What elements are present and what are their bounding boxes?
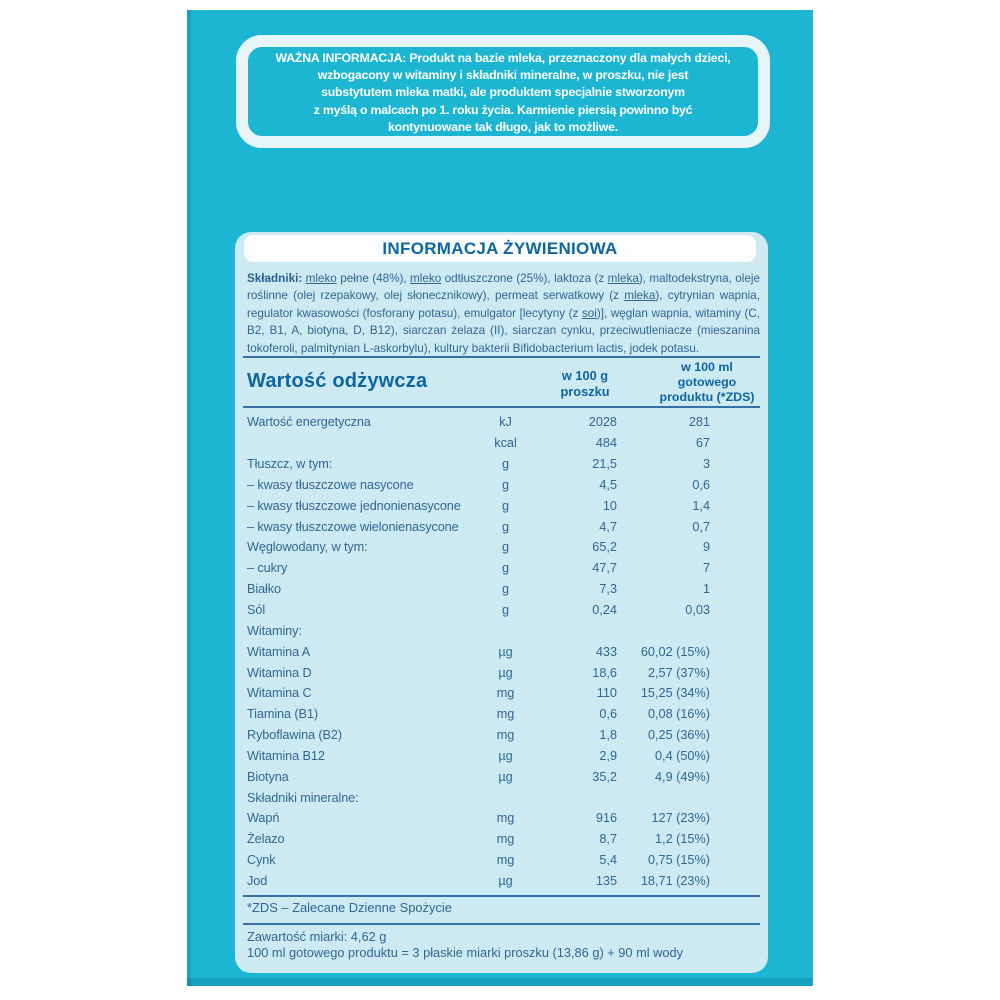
row-name: Witaminy: bbox=[247, 623, 302, 638]
column-header-line: w 100 ml bbox=[681, 360, 733, 374]
ingredient-text: Składniki: bbox=[247, 272, 306, 285]
row-value-100g: 2,9 bbox=[599, 748, 617, 763]
row-value-100g: 10 bbox=[602, 498, 617, 513]
row-value-100ml: 0,75 (15%) bbox=[647, 853, 710, 868]
warning-line: kontynuowane tak długo, jak to możliwe. bbox=[388, 119, 618, 134]
row-value-100g: 8,7 bbox=[599, 832, 617, 847]
row-value-100ml: 0,03 bbox=[685, 603, 710, 618]
row-value-100ml: 18,71 (23%) bbox=[640, 873, 710, 888]
column-header-line: gotowego bbox=[677, 375, 737, 389]
warning-line: WAŻNA INFORMACJA: Produkt na bazie mleka, przeznaczony dla małych dzieci, bbox=[275, 51, 731, 65]
divider-line-below-zds bbox=[243, 923, 760, 925]
row-name: Jod bbox=[247, 873, 268, 888]
row-unit: µg bbox=[498, 644, 513, 659]
row-unit: mg bbox=[496, 728, 515, 743]
row-name: Witamina B12 bbox=[247, 748, 325, 763]
table-row bbox=[247, 600, 760, 621]
package-back-panel bbox=[187, 10, 813, 986]
row-name: Tiamina (B1) bbox=[247, 707, 318, 722]
row-value-100ml: 0,25 (36%) bbox=[647, 728, 710, 743]
row-value-100ml: 0,7 bbox=[692, 519, 710, 534]
panel-title: INFORMACJA ŻYWIENIOWA bbox=[382, 239, 618, 258]
row-value-100ml: 281 bbox=[688, 415, 710, 430]
row-value-100g: 35,2 bbox=[592, 769, 617, 784]
table-row bbox=[247, 579, 760, 600]
row-value-100ml: 2,57 (37%) bbox=[647, 665, 710, 680]
table-row bbox=[247, 808, 760, 829]
row-value-100ml: 7 bbox=[702, 561, 710, 576]
row-value-100g: 135 bbox=[595, 873, 617, 888]
table-row bbox=[247, 766, 760, 787]
divider-line-under-header bbox=[243, 406, 760, 408]
column-header-line: w 100 g bbox=[561, 368, 609, 383]
row-value-100ml: 67 bbox=[695, 436, 710, 451]
table-row bbox=[247, 683, 760, 704]
row-name: Białko bbox=[247, 582, 281, 597]
package-bottom-edge-shadow bbox=[187, 978, 813, 986]
row-name: Wapń bbox=[247, 811, 280, 826]
warning-line: z myślą o malcach po 1. roku życia. Karmienie piersią powinno być bbox=[313, 102, 693, 117]
nutrition-panel bbox=[235, 232, 768, 973]
table-row bbox=[247, 787, 760, 808]
row-unit: mg bbox=[496, 853, 515, 868]
row-unit: g bbox=[501, 603, 510, 618]
row-value-100ml: 0,08 (16%) bbox=[647, 707, 710, 722]
row-value-100g: 916 bbox=[595, 811, 617, 826]
row-value-100g: 7,3 bbox=[599, 582, 617, 597]
column-header-line: produktu (*ZDS) bbox=[659, 390, 755, 404]
row-name: Cynk bbox=[247, 853, 276, 868]
table-row bbox=[247, 495, 760, 516]
row-name: Składniki mineralne: bbox=[247, 790, 359, 805]
allergen-underlined: mleka bbox=[607, 272, 639, 285]
table-row bbox=[247, 662, 760, 683]
table-row bbox=[247, 871, 760, 892]
package-left-edge-shadow bbox=[187, 10, 191, 986]
row-value-100ml: 0,6 bbox=[692, 477, 710, 492]
row-value-100ml: 1,2 (15%) bbox=[654, 832, 710, 847]
allergen-underlined: mleko bbox=[410, 272, 442, 285]
row-unit: g bbox=[501, 498, 510, 513]
row-value-100g: 65,2 bbox=[592, 540, 617, 555]
row-value-100g: 47,7 bbox=[592, 561, 617, 576]
table-row bbox=[247, 620, 760, 641]
nutrition-table-body bbox=[247, 412, 760, 891]
warning-line: wzbogacony w witaminy i składniki mineralne, w proszku, nie jest bbox=[317, 68, 689, 83]
row-value-100ml: 9 bbox=[702, 540, 710, 555]
important-information-box bbox=[236, 35, 770, 148]
row-name: Witamina D bbox=[247, 665, 312, 680]
row-value-100g: 484 bbox=[595, 436, 617, 451]
row-name: Węglowodany, w tym: bbox=[247, 540, 368, 555]
row-unit: µg bbox=[498, 769, 513, 784]
ingredient-text: ), cytrynian wapnia, regulator kwasowości (fosforany potasu), emulgator [lecytyny (z bbox=[247, 289, 760, 320]
row-name: Witamina A bbox=[247, 644, 311, 659]
row-value-100ml: 4,9 (49%) bbox=[654, 769, 710, 784]
allergen-underlined: mleko bbox=[305, 272, 337, 285]
nutrition-table-header bbox=[247, 360, 760, 406]
row-name: – cukry bbox=[247, 561, 288, 576]
divider-line-top bbox=[243, 356, 760, 358]
table-row bbox=[247, 412, 760, 433]
row-value-100ml: 1,4 bbox=[692, 498, 710, 513]
row-value-100ml: 1 bbox=[702, 582, 710, 597]
row-unit: µg bbox=[498, 748, 513, 763]
row-name: – kwasy tłuszczowe jednonienasycone bbox=[247, 498, 461, 513]
row-unit: g bbox=[501, 457, 510, 472]
row-value-100g: 1,8 bbox=[599, 728, 617, 743]
allergen-underlined: soi bbox=[581, 306, 597, 320]
row-unit: mg bbox=[496, 832, 515, 847]
ingredients-paragraph bbox=[247, 270, 760, 357]
row-unit: g bbox=[501, 540, 510, 555]
divider-line-above-zds bbox=[243, 895, 760, 897]
table-row bbox=[247, 704, 760, 725]
ingredient-text: ), maltodekstryna, oleje roślinne (olej rzepakowy, olej słonecznikowy), permeat serwatkowy (z bbox=[247, 272, 760, 303]
row-value-100g: 0,6 bbox=[599, 707, 617, 722]
row-unit: kcal bbox=[494, 436, 517, 451]
table-row bbox=[247, 829, 760, 850]
row-value-100g: 110 bbox=[596, 686, 617, 701]
row-unit: mg bbox=[496, 811, 515, 826]
row-value-100ml: 3 bbox=[702, 457, 710, 472]
table-row bbox=[247, 850, 760, 871]
mixing-instruction-footnote: 100 ml gotowego produktu = 3 płaskie miarki proszku (13,86 g) + 90 ml wody bbox=[247, 945, 684, 960]
row-value-100g: 21,5 bbox=[592, 457, 617, 472]
table-row bbox=[247, 746, 760, 767]
table-row bbox=[247, 537, 760, 558]
row-unit: µg bbox=[498, 873, 513, 888]
row-name: Sól bbox=[247, 603, 266, 618]
row-value-100ml: 15,25 (34%) bbox=[640, 686, 710, 701]
row-name: Wartość energetyczna bbox=[247, 415, 371, 430]
row-name: Żelazo bbox=[247, 832, 285, 847]
ingredient-text: odtłuszczone (25%), laktoza (z bbox=[441, 272, 608, 285]
table-row bbox=[247, 558, 760, 579]
row-name: – kwasy tłuszczowe nasycone bbox=[247, 477, 414, 492]
row-unit: mg bbox=[496, 686, 515, 701]
zds-footnote: *ZDS – Zalecane Dzienne Spożycie bbox=[247, 900, 452, 915]
row-value-100g: 5,4 bbox=[599, 853, 617, 868]
table-row bbox=[247, 475, 760, 496]
row-name: Biotyna bbox=[247, 769, 289, 784]
row-value-100g: 0,24 bbox=[592, 603, 617, 618]
table-row bbox=[247, 516, 760, 537]
row-value-100ml: 0,4 (50%) bbox=[654, 748, 710, 763]
row-value-100g: 4,5 bbox=[599, 477, 617, 492]
panel-title-banner bbox=[244, 235, 756, 262]
column-header-line: proszku bbox=[560, 383, 610, 399]
row-name: – kwasy tłuszczowe wielonienasycone bbox=[247, 519, 459, 534]
row-value-100g: 4,7 bbox=[599, 519, 617, 534]
row-value-100g: 2028 bbox=[588, 415, 617, 430]
table-row bbox=[247, 433, 760, 454]
ingredient-text: pełne (48%), bbox=[336, 272, 411, 285]
row-unit: kJ bbox=[499, 415, 512, 430]
table-row bbox=[247, 725, 760, 746]
table-header-nutrition-label: Wartość odżywcza bbox=[247, 370, 428, 392]
allergen-underlined: mleka bbox=[624, 289, 656, 303]
table-header-per-100g bbox=[560, 368, 609, 399]
table-header-per-100ml bbox=[660, 360, 755, 405]
row-name: Ryboflawina (B2) bbox=[247, 728, 343, 743]
row-unit: mg bbox=[496, 707, 515, 722]
row-unit: µg bbox=[498, 665, 513, 680]
row-unit: g bbox=[501, 582, 510, 597]
table-row bbox=[247, 454, 760, 475]
warning-line: substytutem mleka matki, ale produktem specjalnie stworzonym bbox=[321, 85, 685, 100]
ingredient-text: )], węglan wapnia, witaminy (C, B2, B1, A, biotyna, D, B12), siarczan żelaza (II), siarczan cynku, przeciwutleniacze (mieszanina tokoferoli, palmitynian L-askorbylu), kultury bakterii Bifidobacterium lactis, jodek potasu. bbox=[247, 306, 760, 355]
scoop-content-footnote: Zawartość miarki: 4,62 g bbox=[247, 929, 387, 944]
row-name: Tłuszcz, w tym: bbox=[247, 457, 333, 472]
row-name: Witamina C bbox=[247, 686, 312, 701]
row-value-100ml: 127 (23%) bbox=[651, 811, 710, 826]
row-unit: g bbox=[501, 561, 510, 576]
table-row bbox=[247, 641, 760, 662]
row-unit: g bbox=[501, 519, 510, 534]
row-unit: g bbox=[501, 477, 510, 492]
row-value-100ml: 60,02 (15%) bbox=[640, 644, 710, 659]
row-value-100g: 433 bbox=[595, 644, 617, 659]
row-value-100g: 18,6 bbox=[592, 665, 617, 680]
